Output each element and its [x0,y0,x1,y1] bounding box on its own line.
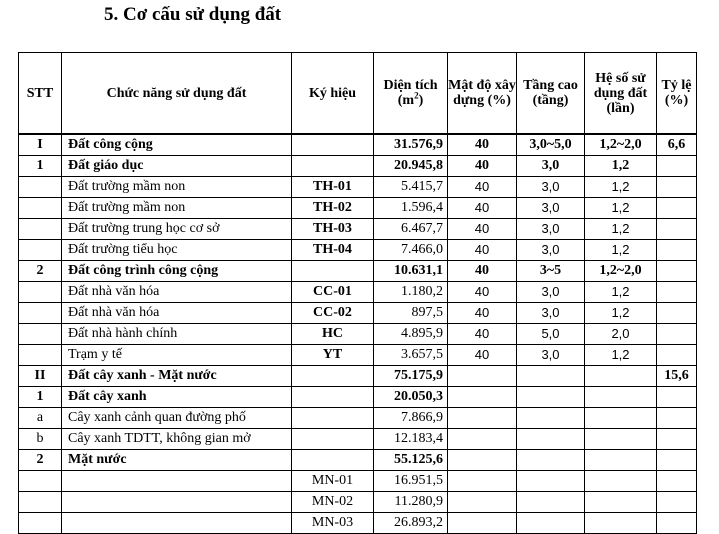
cell-far: 1,2 [585,345,657,366]
section-heading: 5. Cơ cấu sử dụng đất [104,4,282,25]
cell-stt [19,324,62,345]
land-use-table [18,52,697,534]
cell-density [448,429,517,450]
cell-function: Đất công trình công cộng [62,261,292,282]
table-row [19,366,697,387]
cell-function: Đất công cộng [62,134,292,156]
cell-symbol [292,156,374,177]
cell-floors [517,429,585,450]
cell-area: 55.125,6 [374,450,448,471]
cell-symbol [292,366,374,387]
cell-floors: 3,0 [517,219,585,240]
cell-density: 40 [448,134,517,156]
header-area-unit-open: (m [397,93,415,108]
cell-area: 11.280,9 [374,492,448,513]
cell-far [585,408,657,429]
cell-ratio: 6,6 [657,134,697,156]
cell-ratio [657,408,697,429]
cell-far: 1,2 [585,303,657,324]
cell-area: 75.175,9 [374,366,448,387]
header-function: Chức năng sử dụng đất [62,53,292,135]
cell-far [585,387,657,408]
cell-ratio [657,303,697,324]
cell-floors: 3,0 [517,282,585,303]
cell-area: 4.895,9 [374,324,448,345]
header-area [374,53,448,135]
cell-floors [517,492,585,513]
cell-density [448,492,517,513]
cell-area: 20.050,3 [374,387,448,408]
cell-area: 897,5 [374,303,448,324]
table-row [19,240,697,261]
cell-area: 5.415,7 [374,177,448,198]
cell-function: Đất trường tiểu học [62,240,292,261]
cell-floors: 3,0 [517,240,585,261]
cell-symbol: TH-02 [292,198,374,219]
cell-density: 40 [448,219,517,240]
table-body [19,134,697,534]
cell-symbol [292,429,374,450]
cell-stt: I [19,134,62,156]
cell-far [585,513,657,534]
cell-density: 40 [448,177,517,198]
cell-ratio [657,450,697,471]
cell-floors [517,366,585,387]
table-row [19,324,697,345]
cell-function: Cây xanh TDTT, không gian mở [62,429,292,450]
cell-area: 26.893,2 [374,513,448,534]
cell-density: 40 [448,324,517,345]
header-symbol: Ký hiệu [292,53,374,135]
cell-far: 1,2 [585,240,657,261]
cell-stt [19,303,62,324]
cell-area: 16.951,5 [374,471,448,492]
cell-stt [19,240,62,261]
cell-function: Đất giáo dục [62,156,292,177]
cell-symbol [292,387,374,408]
cell-area: 20.945,8 [374,156,448,177]
cell-density: 40 [448,156,517,177]
header-area-unit-close: ) [418,93,424,108]
cell-far [585,429,657,450]
cell-function: Đất cây xanh - Mặt nước [62,366,292,387]
cell-function: Đất cây xanh [62,387,292,408]
table-row [19,261,697,282]
cell-floors: 3,0 [517,198,585,219]
cell-far: 1,2~2,0 [585,261,657,282]
cell-floors [517,471,585,492]
cell-density: 40 [448,345,517,366]
cell-density: 40 [448,303,517,324]
cell-far: 1,2 [585,198,657,219]
table-row [19,156,697,177]
cell-function [62,471,292,492]
cell-density: 40 [448,261,517,282]
cell-floors: 3~5 [517,261,585,282]
cell-stt [19,198,62,219]
cell-floors: 3,0 [517,177,585,198]
cell-function: Đất nhà văn hóa [62,282,292,303]
cell-symbol: CC-01 [292,282,374,303]
cell-symbol: MN-02 [292,492,374,513]
cell-far [585,492,657,513]
cell-function: Trạm y tế [62,345,292,366]
cell-stt: II [19,366,62,387]
table-row [19,177,697,198]
table-row [19,387,697,408]
cell-ratio [657,261,697,282]
cell-far [585,366,657,387]
cell-density: 40 [448,282,517,303]
cell-ratio [657,324,697,345]
cell-ratio [657,240,697,261]
cell-area: 7.866,9 [374,408,448,429]
cell-symbol: CC-02 [292,303,374,324]
cell-ratio: 15,6 [657,366,697,387]
cell-function [62,513,292,534]
cell-far: 1,2 [585,156,657,177]
cell-floors: 3,0 [517,345,585,366]
cell-ratio [657,387,697,408]
cell-symbol: MN-03 [292,513,374,534]
cell-area: 10.631,1 [374,261,448,282]
table-row [19,219,697,240]
table-row [19,450,697,471]
cell-stt [19,345,62,366]
cell-symbol: TH-01 [292,177,374,198]
cell-ratio [657,513,697,534]
cell-ratio [657,282,697,303]
cell-function: Cây xanh cảnh quan đường phố [62,408,292,429]
table-row [19,345,697,366]
cell-floors: 3,0 [517,156,585,177]
cell-stt [19,513,62,534]
cell-ratio [657,219,697,240]
cell-far: 1,2 [585,177,657,198]
cell-stt [19,471,62,492]
header-floors: Tầng cao (tầng) [517,53,585,135]
cell-density [448,513,517,534]
cell-function: Đất nhà hành chính [62,324,292,345]
cell-floors [517,408,585,429]
cell-symbol [292,134,374,156]
cell-symbol: MN-01 [292,471,374,492]
cell-far [585,471,657,492]
cell-symbol [292,408,374,429]
header-ratio: Tỷ lệ (%) [657,53,697,135]
cell-stt: 1 [19,156,62,177]
table-row [19,513,697,534]
cell-density: 40 [448,240,517,261]
cell-function: Đất trường trung học cơ sở [62,219,292,240]
table-row [19,408,697,429]
cell-symbol [292,450,374,471]
table-row [19,471,697,492]
table-row [19,429,697,450]
cell-function: Đất nhà văn hóa [62,303,292,324]
cell-floors [517,513,585,534]
cell-area: 3.657,5 [374,345,448,366]
table-row [19,492,697,513]
cell-density: 40 [448,198,517,219]
table-row [19,198,697,219]
table-row [19,134,697,156]
cell-floors: 3,0~5,0 [517,134,585,156]
cell-ratio [657,471,697,492]
cell-ratio [657,492,697,513]
cell-stt [19,219,62,240]
cell-far: 1,2 [585,282,657,303]
header-area-unit-sup: 2 [414,90,419,101]
cell-symbol: HC [292,324,374,345]
cell-stt: 1 [19,387,62,408]
cell-ratio [657,429,697,450]
cell-stt [19,492,62,513]
header-far: Hệ số sử dụng đất (lần) [585,53,657,135]
cell-area: 12.183,4 [374,429,448,450]
cell-floors: 3,0 [517,303,585,324]
cell-far: 1,2~2,0 [585,134,657,156]
table-row [19,282,697,303]
cell-function: Đất trường mầm non [62,198,292,219]
cell-density [448,471,517,492]
cell-area: 1.596,4 [374,198,448,219]
cell-symbol: YT [292,345,374,366]
cell-ratio [657,345,697,366]
cell-ratio [657,177,697,198]
cell-stt [19,282,62,303]
cell-stt: 2 [19,450,62,471]
cell-symbol [292,261,374,282]
cell-floors [517,450,585,471]
cell-density [448,450,517,471]
cell-symbol: TH-03 [292,219,374,240]
cell-floors [517,387,585,408]
cell-ratio [657,198,697,219]
cell-stt [19,177,62,198]
cell-stt: b [19,429,62,450]
table-row [19,303,697,324]
header-stt: STT [19,53,62,135]
cell-area: 1.180,2 [374,282,448,303]
header-area-label: Diện tích [383,78,438,93]
cell-function: Đất trường mầm non [62,177,292,198]
header-row [19,53,697,135]
header-density: Mật độ xây dựng (%) [448,53,517,135]
cell-far: 2,0 [585,324,657,345]
cell-function: Mặt nước [62,450,292,471]
cell-ratio [657,156,697,177]
cell-area: 31.576,9 [374,134,448,156]
cell-density [448,366,517,387]
cell-area: 7.466,0 [374,240,448,261]
cell-stt: 2 [19,261,62,282]
cell-far: 1,2 [585,219,657,240]
cell-density [448,387,517,408]
cell-far [585,450,657,471]
cell-area: 6.467,7 [374,219,448,240]
cell-stt: a [19,408,62,429]
cell-floors: 5,0 [517,324,585,345]
cell-density [448,408,517,429]
cell-symbol: TH-04 [292,240,374,261]
cell-function [62,492,292,513]
